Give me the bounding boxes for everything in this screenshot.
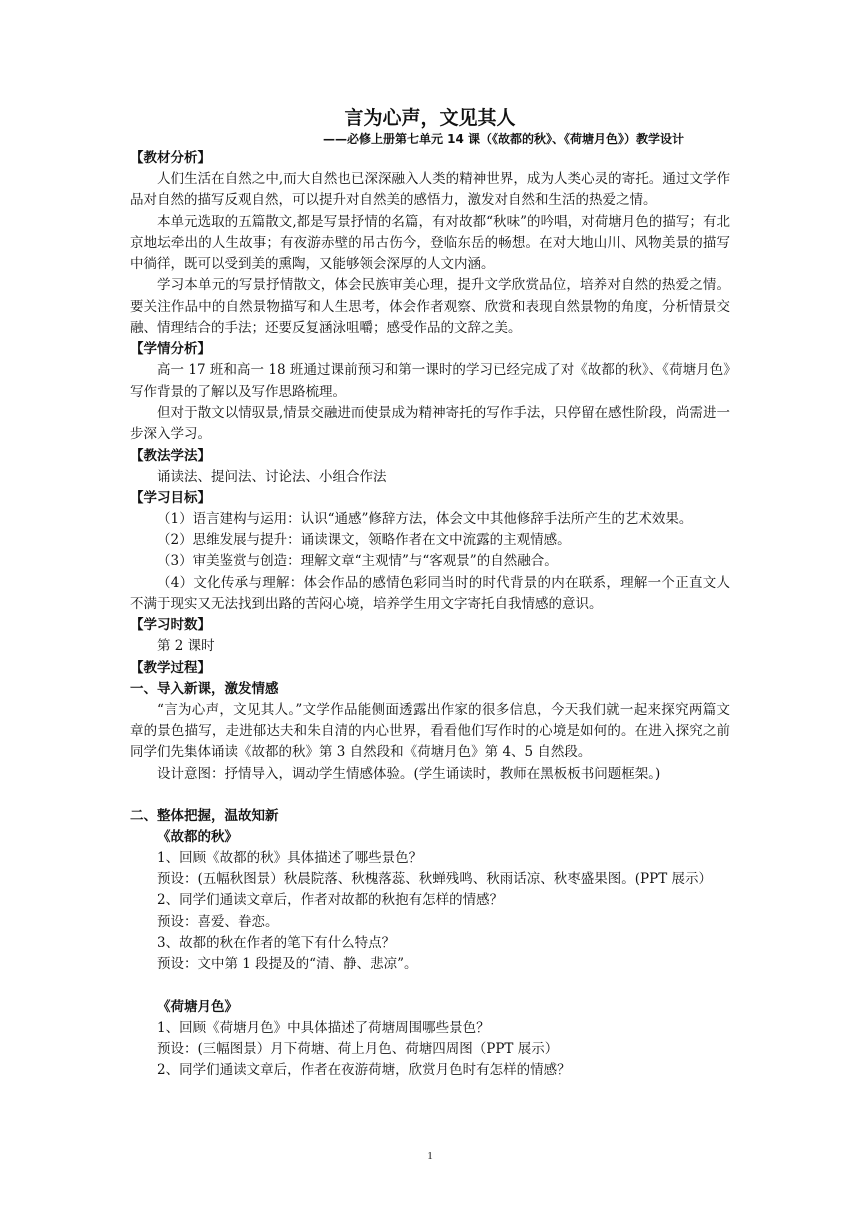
answer: 预设：文中第 1 段提及的“清、静、悲凉”。 bbox=[157, 956, 418, 973]
section-heading-textbook: 【教材分析】 bbox=[130, 150, 211, 166]
paragraph: 学习本单元的写景抒情散文，体会民族审美心理，提升文学欣赏品位，培养对自然的热爱之情。要关注作品中的自然景物描写和人生思考，体会作者观察、欣赏和表现自然景物的角度，分析情景交融、情理结合的手法；还要反复涵泳咀嚼；感受作品的文辞之美。 bbox=[130, 277, 730, 337]
spacer bbox=[130, 785, 730, 806]
document-body bbox=[130, 105, 730, 1082]
answer: 预设：(三幅图景）月下荷塘、荷上月色、荷塘四周图（PPT 展示） bbox=[157, 1040, 559, 1057]
document-subtitle: ——必修上册第七单元 14 课（《故都的秋》、《荷塘月色》）教学设计 bbox=[322, 132, 684, 146]
section-heading-methods: 【教法学法】 bbox=[130, 447, 211, 464]
goal-item: （1）语言建构与运用：认识“通感”修辞方法，体会文中其他修辞手法所产生的艺术效果。 bbox=[157, 510, 693, 527]
paragraph: 第 2 课时 bbox=[157, 638, 215, 655]
paragraph: 诵读法、提问法、讨论法、小组合作法 bbox=[157, 468, 387, 485]
question: 1、回顾《荷塘月色》中具体描述了荷塘周围哪些景色？ bbox=[157, 1019, 490, 1036]
paragraph: “言为心声，文见其人。”文学作品能侧面透露出作家的很多信息，今天我们就一起来探究两篇文章的景色描写，走进郁达夫和朱自清的内心世界，看看他们写作时的心境是如何的。在进入探究之前同学们先集体诵读《故都的秋》第 3 自然段和《荷塘月色》第 4、5 自然段。 bbox=[130, 701, 730, 761]
section-heading-process: 【教学过程】 bbox=[130, 659, 211, 676]
page-number: 1 bbox=[427, 1150, 433, 1162]
paragraph: 设计意图：抒情导入，调动学生情感体验。(学生诵读时，教师在黑板板书问题框架。) bbox=[157, 765, 661, 782]
question: 2、同学们通读文章后，作者对故都的秋抱有怎样的情感？ bbox=[157, 892, 504, 909]
section-heading-goals: 【学习目标】 bbox=[130, 489, 211, 506]
goal-item: （4）文化传承与理解：体会作品的感情色彩同当时的时代背景的内在联系，理解一个正直文人不满于现实又无法找到出路的苦闷心境，培养学生用文字寄托自我情感的意识。 bbox=[130, 574, 730, 613]
section-heading-hours: 【学习时数】 bbox=[130, 617, 211, 634]
paragraph: 人们生活在自然之中,而大自然也已深深融入人类的精神世界，成为人类心灵的寄托。通过文学作品对自然的描写反观自然，可以提升对自然美的感悟力，激发对自然和生活的热爱之情。 bbox=[130, 171, 730, 209]
paragraph: 本单元选取的五篇散文,都是写景抒情的名篇，有对故都“秋味”的吟唱，对荷塘月色的描写；有北京地坛牵出的人生故事；有夜游赤壁的吊古伤今，登临东岳的畅想。在对大地山川、风物美景的描写中徜徉，既可以受到美的熏陶，又能够领会深厚的人文内涵。 bbox=[130, 213, 730, 273]
subsection-title-lotus: 《荷塘月色》 bbox=[157, 998, 238, 1015]
step-heading: 二、整体把握，温故知新 bbox=[130, 807, 279, 824]
question: 1、回顾《故都的秋》具体描述了哪些景色？ bbox=[157, 849, 423, 866]
goal-item: （3）审美鉴赏与创造：理解文章“主观情”与“客观景”的自然融合。 bbox=[157, 553, 558, 570]
answer: 预设：(五幅秋图景）秋晨院落、秋槐落蕊、秋蝉残鸣、秋雨话凉、秋枣盛果图。(PPT 展示） bbox=[157, 871, 712, 888]
goal-item: （2）思维发展与提升：诵读课文，领略作者在文中流露的主观情感。 bbox=[157, 532, 571, 549]
spacer bbox=[130, 976, 730, 997]
step-heading: 一、导入新课，激发情感 bbox=[130, 680, 279, 697]
question: 3、故都的秋在作者的笔下有什么特点？ bbox=[157, 935, 396, 952]
section-heading-students: 【学情分析】 bbox=[130, 341, 211, 358]
subsection-title-autumn: 《故都的秋》 bbox=[157, 828, 238, 845]
paragraph: 但对于散文以情驭景,情景交融进而使景成为精神寄托的写作手法，只停留在感性阶段，尚需进一步深入学习。 bbox=[130, 404, 730, 443]
document-title: 言为心声，文见其人 bbox=[344, 107, 516, 129]
question: 2、同学们通读文章后，作者在夜游荷塘，欣赏月色时有怎样的情感？ bbox=[157, 1062, 571, 1079]
answer: 预设：喜爱、眷恋。 bbox=[157, 913, 279, 930]
paragraph: 高一 17 班和高一 18 班通过课前预习和第一课时的学习已经完成了对《故都的秋》、《荷塘月色》写作背景的了解以及写作思路梳理。 bbox=[130, 362, 730, 400]
